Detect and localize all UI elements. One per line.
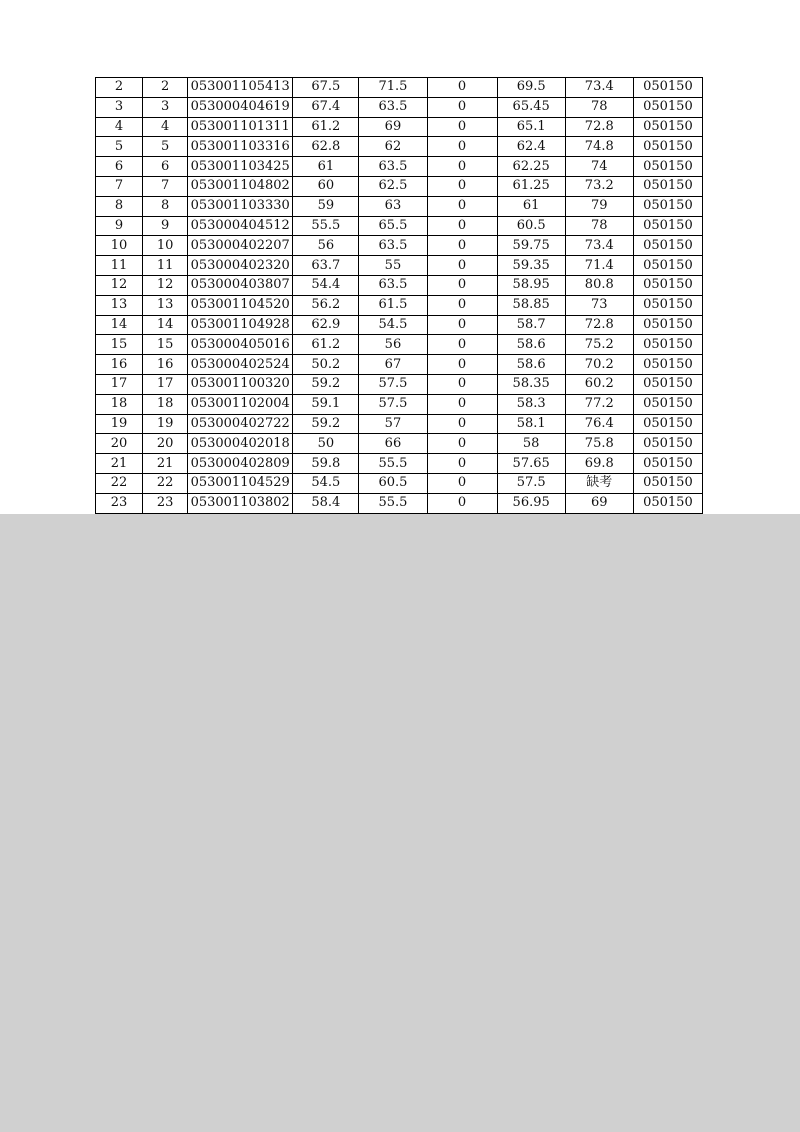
table-cell: 050150 xyxy=(633,196,702,216)
table-cell: 17 xyxy=(143,374,188,394)
table-cell: 63.5 xyxy=(359,275,427,295)
table-cell: 0 xyxy=(427,394,497,414)
table-cell: 0 xyxy=(427,157,497,177)
table-body xyxy=(96,78,703,533)
table-cell: 58 xyxy=(497,434,565,454)
table-cell: 5 xyxy=(143,137,188,157)
table-cell: 050150 xyxy=(633,176,702,196)
table-cell: 11 xyxy=(143,256,188,276)
table-cell: 74.8 xyxy=(565,137,633,157)
table-cell: 0 xyxy=(427,315,497,335)
table-cell: 58.7 xyxy=(497,315,565,335)
table-cell: 58.6 xyxy=(497,335,565,355)
table-cell: 050150 xyxy=(633,434,702,454)
table-cell: 13 xyxy=(143,295,188,315)
table-cell: 65.45 xyxy=(497,97,565,117)
table-cell: 050150 xyxy=(633,236,702,256)
table-cell: 12 xyxy=(96,275,143,295)
table-cell: 053001104928 xyxy=(188,315,293,335)
table-cell: 54.5 xyxy=(359,315,427,335)
table-cell: 050150 xyxy=(633,374,702,394)
table-cell: 053000402320 xyxy=(188,256,293,276)
table-row xyxy=(96,454,703,474)
table-row xyxy=(96,473,703,493)
table-cell: 76.4 xyxy=(565,414,633,434)
table-cell: 050150 xyxy=(633,454,702,474)
table-cell: 15 xyxy=(143,335,188,355)
table-cell: 66 xyxy=(359,434,427,454)
table-cell: 73 xyxy=(565,295,633,315)
table-row xyxy=(96,414,703,434)
table-cell: 9 xyxy=(143,216,188,236)
table-cell: 14 xyxy=(96,315,143,335)
table-cell: 62.25 xyxy=(497,157,565,177)
table-row xyxy=(96,394,703,414)
table-cell: 61.5 xyxy=(359,295,427,315)
table-cell: 60 xyxy=(293,176,359,196)
score-table xyxy=(95,77,703,533)
table-cell: 59.2 xyxy=(293,374,359,394)
table-cell: 57.5 xyxy=(497,473,565,493)
table-cell: 0 xyxy=(427,176,497,196)
table-cell: 19 xyxy=(143,414,188,434)
table-cell: 053001104520 xyxy=(188,295,293,315)
table-cell: 0 xyxy=(427,78,497,98)
table-cell: 70.2 xyxy=(565,355,633,375)
table-cell: 050150 xyxy=(633,335,702,355)
table-cell: 59.1 xyxy=(293,394,359,414)
table-cell: 18 xyxy=(96,394,143,414)
table-cell: 71.5 xyxy=(359,78,427,98)
table-cell: 55.5 xyxy=(293,216,359,236)
table-cell: 6 xyxy=(143,157,188,177)
table-cell: 5 xyxy=(96,137,143,157)
table-row xyxy=(96,355,703,375)
table-cell: 053001103802 xyxy=(188,493,293,513)
table-cell: 3 xyxy=(143,97,188,117)
table-cell: 050150 xyxy=(633,295,702,315)
table-row xyxy=(96,137,703,157)
table-cell: 0 xyxy=(427,335,497,355)
table-cell: 6 xyxy=(96,157,143,177)
table-cell: 12 xyxy=(143,275,188,295)
table-cell: 61 xyxy=(497,196,565,216)
table-cell: 55.5 xyxy=(359,493,427,513)
table-cell: 053000404512 xyxy=(188,216,293,236)
table-cell: 0 xyxy=(427,374,497,394)
table-cell: 050150 xyxy=(633,78,702,98)
table-cell: 73.4 xyxy=(565,236,633,256)
table-cell: 053000402722 xyxy=(188,414,293,434)
table-cell: 0 xyxy=(427,236,497,256)
table-cell: 15 xyxy=(96,335,143,355)
table-cell: 22 xyxy=(96,473,143,493)
table-cell: 67.4 xyxy=(293,97,359,117)
table-cell: 63.5 xyxy=(359,236,427,256)
table-cell: 11 xyxy=(96,256,143,276)
table-cell: 61.2 xyxy=(293,117,359,137)
table-cell: 053000403807 xyxy=(188,275,293,295)
table-cell: 053001101311 xyxy=(188,117,293,137)
table-cell: 63.7 xyxy=(293,256,359,276)
table-cell: 56 xyxy=(359,335,427,355)
table-cell: 54.5 xyxy=(293,473,359,493)
table-cell: 59.2 xyxy=(293,414,359,434)
table-cell: 050150 xyxy=(633,216,702,236)
table-row xyxy=(96,157,703,177)
table-cell: 72.8 xyxy=(565,117,633,137)
table-cell: 62 xyxy=(359,137,427,157)
table-cell: 17 xyxy=(96,374,143,394)
table-cell: 67 xyxy=(359,355,427,375)
table-row xyxy=(96,216,703,236)
table-cell: 050150 xyxy=(633,315,702,335)
table-cell: 56.2 xyxy=(293,295,359,315)
table-cell: 75.2 xyxy=(565,335,633,355)
table-cell: 0 xyxy=(427,355,497,375)
table-cell: 58.6 xyxy=(497,355,565,375)
table-cell: 7 xyxy=(96,176,143,196)
table-cell: 59.8 xyxy=(293,454,359,474)
table-cell: 77.2 xyxy=(565,394,633,414)
table-cell: 80.8 xyxy=(565,275,633,295)
table-cell: 13 xyxy=(96,295,143,315)
table-cell: 14 xyxy=(143,315,188,335)
table-cell: 63 xyxy=(359,196,427,216)
table-cell: 0 xyxy=(427,275,497,295)
table-row xyxy=(96,176,703,196)
table-cell: 053000402207 xyxy=(188,236,293,256)
table-cell: 2 xyxy=(96,78,143,98)
gray-occlusion-notch xyxy=(538,514,800,522)
table-cell: 0 xyxy=(427,216,497,236)
table-cell: 58.85 xyxy=(497,295,565,315)
table-cell: 78 xyxy=(565,216,633,236)
table-cell: 63.5 xyxy=(359,97,427,117)
table-cell: 59.35 xyxy=(497,256,565,276)
table-cell: 59 xyxy=(293,196,359,216)
table-row xyxy=(96,315,703,335)
table-cell: 053000405016 xyxy=(188,335,293,355)
table-row xyxy=(96,78,703,98)
table-cell: 053000402809 xyxy=(188,454,293,474)
table-cell: 74 xyxy=(565,157,633,177)
table-cell: 8 xyxy=(143,196,188,216)
table-cell: 78 xyxy=(565,97,633,117)
table-cell: 72.8 xyxy=(565,315,633,335)
table-row xyxy=(96,256,703,276)
table-cell: 58.35 xyxy=(497,374,565,394)
table-cell: 57.5 xyxy=(359,374,427,394)
table-cell: 053001104529 xyxy=(188,473,293,493)
table-cell: 62.5 xyxy=(359,176,427,196)
table-cell: 053000402524 xyxy=(188,355,293,375)
table-row xyxy=(96,275,703,295)
table-cell: 23 xyxy=(96,493,143,513)
table-cell: 053001105413 xyxy=(188,78,293,98)
table-cell: 0 xyxy=(427,493,497,513)
table-cell: 79 xyxy=(565,196,633,216)
table-row xyxy=(96,335,703,355)
table-cell: 0 xyxy=(427,256,497,276)
table-cell: 50 xyxy=(293,434,359,454)
table-row xyxy=(96,493,703,513)
table-cell: 9 xyxy=(96,216,143,236)
table-cell: 60.5 xyxy=(359,473,427,493)
table-cell: 73.2 xyxy=(565,176,633,196)
table-cell: 050150 xyxy=(633,414,702,434)
table-cell: 053001103316 xyxy=(188,137,293,157)
table-cell: 053001103330 xyxy=(188,196,293,216)
table-cell: 10 xyxy=(96,236,143,256)
table-cell: 050150 xyxy=(633,117,702,137)
table-cell: 0 xyxy=(427,97,497,117)
score-table-container xyxy=(95,77,703,533)
table-cell: 16 xyxy=(96,355,143,375)
table-cell: 56.95 xyxy=(497,493,565,513)
table-cell: 3 xyxy=(96,97,143,117)
table-cell: 18 xyxy=(143,394,188,414)
table-cell: 050150 xyxy=(633,473,702,493)
table-cell: 0 xyxy=(427,117,497,137)
table-cell: 63.5 xyxy=(359,157,427,177)
table-cell: 050150 xyxy=(633,256,702,276)
table-cell: 55.5 xyxy=(359,454,427,474)
table-cell: 0 xyxy=(427,473,497,493)
table-cell: 4 xyxy=(96,117,143,137)
table-cell: 58.95 xyxy=(497,275,565,295)
table-cell: 69.8 xyxy=(565,454,633,474)
table-cell: 69.5 xyxy=(497,78,565,98)
table-cell: 57 xyxy=(359,414,427,434)
table-cell: 67.5 xyxy=(293,78,359,98)
table-cell: 58.3 xyxy=(497,394,565,414)
table-row xyxy=(96,97,703,117)
table-cell: 65.5 xyxy=(359,216,427,236)
table-cell: 54.4 xyxy=(293,275,359,295)
table-cell: 73.4 xyxy=(565,78,633,98)
table-cell: 20 xyxy=(96,434,143,454)
table-cell: 0 xyxy=(427,196,497,216)
table-cell: 62.9 xyxy=(293,315,359,335)
table-row xyxy=(96,117,703,137)
table-cell: 69 xyxy=(565,493,633,513)
table-cell: 50.2 xyxy=(293,355,359,375)
table-cell: 55 xyxy=(359,256,427,276)
table-cell: 0 xyxy=(427,454,497,474)
table-cell: 7 xyxy=(143,176,188,196)
table-cell: 0 xyxy=(427,414,497,434)
table-cell: 62.8 xyxy=(293,137,359,157)
table-cell: 050150 xyxy=(633,157,702,177)
table-row xyxy=(96,434,703,454)
table-cell: 69 xyxy=(359,117,427,137)
table-cell: 050150 xyxy=(633,97,702,117)
table-cell: 58.4 xyxy=(293,493,359,513)
table-cell: 4 xyxy=(143,117,188,137)
table-cell: 050150 xyxy=(633,493,702,513)
table-cell: 58.1 xyxy=(497,414,565,434)
table-cell: 053001102004 xyxy=(188,394,293,414)
table-cell: 20 xyxy=(143,434,188,454)
table-cell: 22 xyxy=(143,473,188,493)
table-cell: 21 xyxy=(143,454,188,474)
table-cell: 21 xyxy=(96,454,143,474)
table-cell: 59.75 xyxy=(497,236,565,256)
table-cell: 23 xyxy=(143,493,188,513)
table-cell: 2 xyxy=(143,78,188,98)
table-cell: 61.2 xyxy=(293,335,359,355)
table-cell: 56 xyxy=(293,236,359,256)
table-cell: 8 xyxy=(96,196,143,216)
table-cell: 62.4 xyxy=(497,137,565,157)
table-cell: 57.65 xyxy=(497,454,565,474)
table-row xyxy=(96,295,703,315)
table-cell: 053001103425 xyxy=(188,157,293,177)
table-cell: 75.8 xyxy=(565,434,633,454)
table-cell: 缺考 xyxy=(565,473,633,493)
table-cell: 60.2 xyxy=(565,374,633,394)
table-cell: 053000404619 xyxy=(188,97,293,117)
table-cell: 0 xyxy=(427,434,497,454)
table-cell: 57.5 xyxy=(359,394,427,414)
table-row xyxy=(96,196,703,216)
table-cell: 19 xyxy=(96,414,143,434)
table-cell: 053001100320 xyxy=(188,374,293,394)
table-cell: 050150 xyxy=(633,394,702,414)
table-cell: 0 xyxy=(427,295,497,315)
table-cell: 16 xyxy=(143,355,188,375)
table-cell: 61 xyxy=(293,157,359,177)
table-cell: 61.25 xyxy=(497,176,565,196)
table-cell: 65.1 xyxy=(497,117,565,137)
table-cell: 10 xyxy=(143,236,188,256)
table-cell: 050150 xyxy=(633,355,702,375)
table-cell: 050150 xyxy=(633,137,702,157)
table-cell: 050150 xyxy=(633,275,702,295)
gray-occlusion-panel xyxy=(0,514,800,1132)
table-cell: 053001104802 xyxy=(188,176,293,196)
table-cell: 71.4 xyxy=(565,256,633,276)
table-cell: 053000402018 xyxy=(188,434,293,454)
table-row xyxy=(96,236,703,256)
table-cell: 60.5 xyxy=(497,216,565,236)
table-cell: 0 xyxy=(427,137,497,157)
table-row xyxy=(96,374,703,394)
